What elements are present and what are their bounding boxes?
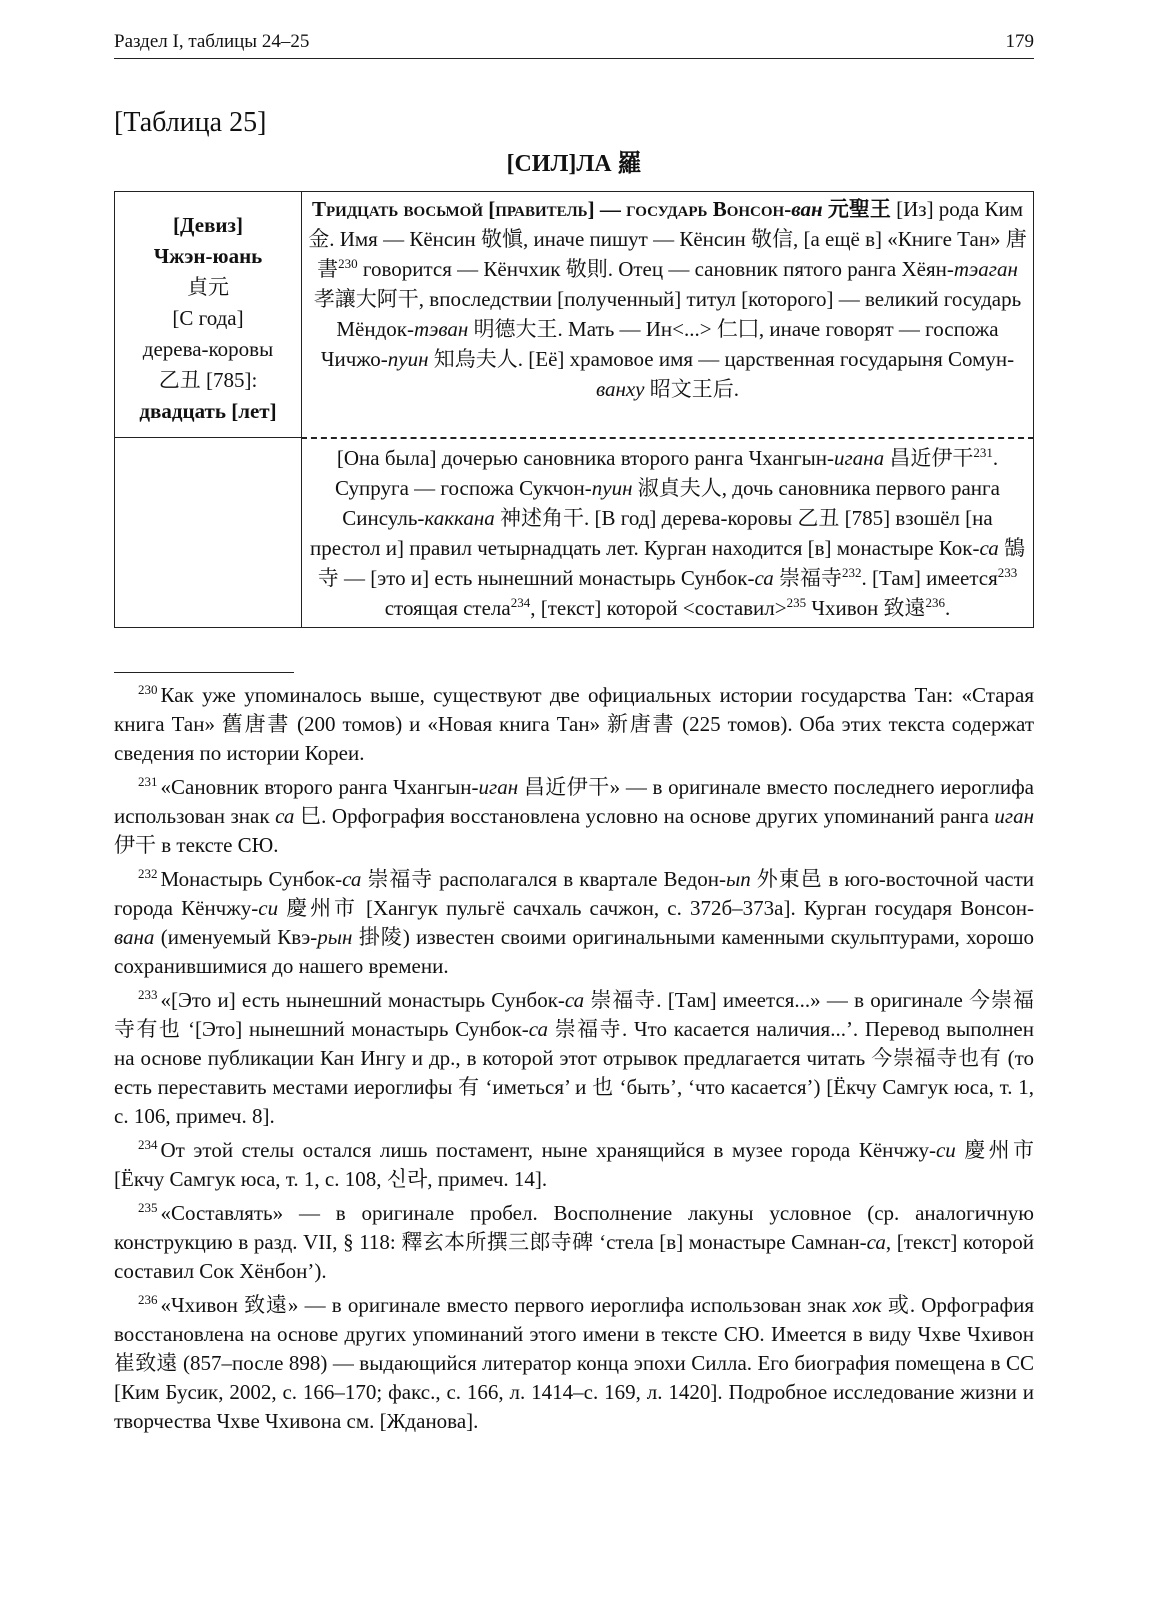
reign-text: [Она была] дочерью сановника второго ранга Чхангын-: [336, 445, 834, 470]
footnote-text: 外東邑 в юго-восточной части города Кёнчжу-: [114, 866, 1034, 920]
footnote-text: «[Это и] есть нынешний монастырь Сунбок-: [160, 987, 565, 1012]
footnote-234: [114, 1136, 1034, 1194]
footnote-text-italic: са: [342, 866, 362, 891]
footnote-236: [114, 1291, 1034, 1436]
footnote-number: 235: [138, 1199, 158, 1215]
reign-text-italic: игана: [833, 445, 885, 470]
era-duration: двадцать [лет]: [139, 399, 277, 423]
ruler-text-italic: ванху: [595, 377, 645, 401]
footnote-text: 巳. Орфография восстановлена условно на основе других упоминаний ранга: [294, 803, 995, 828]
footnote-number: 234: [138, 1136, 158, 1152]
era-year: 乙丑 [785]:: [158, 368, 258, 392]
ruler-text: говорится — Кёнчхик 敬則. Отец — сановник пятого ранга Хёян-: [357, 257, 954, 281]
era-label: [Девиз]: [173, 213, 243, 237]
footnote-text-italic: си: [258, 895, 279, 920]
reign-text: стоящая стела: [384, 595, 511, 620]
footnote-text: 崇福寺. [Там] имеется...» — в оригинале 今崇福寺有也 ‘[Это] нынешний монастырь Сунбок-: [114, 987, 1034, 1041]
footnote-ref[interactable]: 231: [973, 444, 993, 460]
footnote-ref[interactable]: 233: [997, 564, 1018, 580]
reign-text: 崇福寺: [773, 565, 843, 590]
footnote-text-italic: рын: [317, 924, 353, 949]
footnote-number: 233: [138, 986, 158, 1002]
footnote-text-italic: са: [528, 1016, 549, 1041]
footnote-text: «Составлять» — в оригинале пробел. Восполнение лакуны условное (ср. аналогичную конструкцию в разд. VII, § 118: 釋玄本所撰三郎寺碑 ‘стела [в] монастыре Самнан-: [114, 1200, 1034, 1254]
footnote-text: 昌近伊干» — в оригинале вместо последнего иероглифа использован знак: [114, 774, 1035, 828]
footnote-text: «Сановник второго ранга Чхангын-: [160, 774, 479, 799]
footnote-text-italic: ып: [725, 866, 751, 891]
ruler-text-italic: пуин: [387, 347, 429, 371]
reign-text: Чхивон 致遠: [806, 595, 926, 620]
reign-text: , [текст] которой <составил>: [530, 595, 787, 620]
chronology-table: [114, 191, 1034, 628]
footnote-ref[interactable]: 236: [925, 594, 946, 610]
footnote-number: 230: [138, 681, 158, 697]
footnote-text-italic: хок: [852, 1292, 882, 1317]
footnote-230: [114, 681, 1034, 768]
footnote-text-italic: си: [935, 1137, 956, 1162]
footnote-233: [114, 986, 1034, 1131]
footnote-text: Монастырь Сунбок-: [160, 866, 343, 891]
footnote-text: 掛陵) известен своими оригинальными каменными скульптурами, хорошо сохранившимися до нашего времени.: [114, 924, 1034, 978]
footnote-number: 232: [138, 865, 158, 881]
footnote-text: (именуемый Квэ-: [154, 924, 318, 949]
era-hanja: 貞元: [187, 275, 229, 299]
ruler-text: 知烏夫人. [Её] храмовое имя — царственная государыня Сомун-: [428, 347, 1015, 371]
footnote-text: 或. Орфография восстановлена на основе других упоминаний этого имени в тексте СЮ. Имеется в виду Чхве Чхивон 崔致遠 (857–после 898) — выдающийся литератор конца эпохи Силла. Его биография помещена в СС [Ким Бусик, 2002, с. 166–170; факс., с. 166, л. 1414–с. 169, л. 1420]. Подробное исследование жизни и творчества Чхве Чхивона см. [Жданова].: [114, 1292, 1034, 1433]
ruler-text-italic: тэван: [413, 317, 469, 341]
era-from: [С года]: [172, 306, 244, 330]
footnote-text-italic: вана: [114, 924, 155, 949]
reign-text: .: [945, 595, 951, 620]
footnote-text: 崇福寺 располагался в квартале Ведон-: [361, 866, 726, 891]
empty-cell: [115, 438, 302, 628]
footnote-text-italic: са: [564, 987, 585, 1012]
footnote-text: 慶州市 [Хангук пульгё сачхаль сачжон, с. 372б–373а]. Курган государя Вонсон-: [278, 895, 1034, 920]
footnote-text: Как уже упоминалось выше, существуют две официальных истории государства Тан: «Старая книга Тан» 舊唐書 (200 томов) и «Новая книга Тан» 新唐書 (225 томов). Оба этих текста содержат сведения по истории Кореи.: [114, 682, 1034, 765]
footnote-text: 伊干 в тексте СЮ.: [114, 832, 279, 857]
footnote-text: 慶州市 [Ёкчу Самгук юса, т. 1, с. 108, 신라, примеч. 14].: [114, 1137, 1034, 1191]
era-cell: [115, 192, 302, 438]
reign-text-italic: са: [979, 535, 999, 560]
ruler-title: ван: [791, 197, 823, 221]
era-cyclical: дерева-коровы: [142, 337, 274, 361]
dynasty-heading: [СИЛ]ЛА 羅: [506, 151, 642, 177]
page-number: 179: [1005, 31, 1034, 52]
ruler-description: [302, 192, 1033, 410]
footnotes: [114, 681, 1034, 1436]
reign-text-italic: са: [754, 565, 774, 590]
footnote-text: 崇福寺. Что касается наличия...’. Перевод выполнен на основе публикации Кан Ингу и др., в которой этот отрывок предлагается читать 今崇福寺也有 (то есть переставить местами иероглифы 有 ‘иметься’ и 也 ‘быть’, ‘что касается’) [Ёкчу Самгук юса, т. 1, с. 106, примеч. 8].: [114, 1016, 1034, 1128]
ruler-cell: [302, 192, 1034, 438]
footnote-ref[interactable]: 232: [842, 564, 862, 580]
reign-text: 鵠寺 — [это и] есть нынешний монастырь Сунбок-: [317, 535, 1025, 590]
reign-description: [302, 439, 1033, 627]
reign-text: . [Там] имеется: [861, 565, 998, 590]
page: [114, 30, 1034, 1441]
footnote-ref[interactable]: 235: [786, 594, 807, 610]
ruler-text: [Из] рода Ким 金. Имя — Кёнсин 敬愼, иначе пишут — Кёнсин 敬信, [а ещё в] «Книге Тан» 唐書: [308, 197, 1027, 281]
footnote-text-italic: иган: [478, 774, 519, 799]
ruler-heading: Тридцать восьмой [правитель] — государь Вонсон-: [312, 197, 792, 221]
reign-text-italic: пуин: [591, 475, 633, 500]
running-head: [114, 30, 1034, 59]
footnote-text: От этой стелы остался лишь постамент, ныне хранящийся в музее города Кёнчжу-: [160, 1137, 936, 1162]
ruler-text: 昭文王后.: [644, 377, 740, 401]
footnote-ref[interactable]: 234: [510, 594, 531, 610]
era-name: Чжэн-юань: [153, 244, 263, 268]
footnote-text: «Чхивон 致遠» — в оригинале вместо первого иероглифа использован знак: [160, 1292, 853, 1317]
ruler-text-italic: тэаган: [953, 257, 1018, 281]
footnote-number: 236: [138, 1291, 158, 1307]
ruler-hanja: 元聖王: [822, 197, 891, 221]
footnote-text: , [текст] которой составил Сок Хёнбон’).: [114, 1229, 1034, 1283]
ruler-text: 明德大王. Мать — Ин<...> 仁囗, иначе говорят — госпожа Чичжо-: [320, 317, 999, 371]
ruler-text: 孝讓大阿干, впоследствии [полученный] титул [которого] — великий государь Мёндок-: [313, 287, 1022, 341]
footnote-number: 231: [138, 773, 158, 789]
footnote-232: [114, 865, 1034, 981]
footnote-235: [114, 1199, 1034, 1286]
reign-text: . Супруга — госпожа Сукчон-: [335, 445, 999, 500]
reign-cell: [302, 438, 1034, 628]
reign-text-italic: каккана: [424, 505, 495, 530]
section-title: Раздел I, таблицы 24–25: [114, 31, 310, 52]
footnote-text-italic: са: [275, 803, 295, 828]
table-caption: [Таблица 25]: [114, 107, 267, 138]
reign-text: 昌近伊干: [884, 445, 974, 470]
footnote-text-italic: са: [866, 1229, 886, 1254]
footnote-ref[interactable]: 230: [338, 256, 358, 271]
footnote-separator: [114, 672, 294, 673]
footnote-text-italic: иган: [994, 803, 1034, 828]
reign-text: 神述角干. [В год] дерева-коровы 乙丑 [785] взошёл [на престол и] правил четырнадцать лет. Курган находится [в] монастыре Кок-: [310, 505, 993, 560]
footnote-231: [114, 773, 1034, 860]
reign-text: 淑貞夫人, дочь сановника первого ранга Синсуль-: [342, 475, 1000, 530]
